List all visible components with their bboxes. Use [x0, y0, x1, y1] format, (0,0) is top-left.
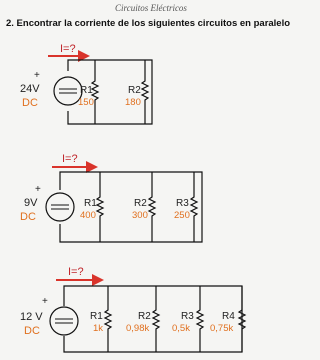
resistor-r3 [197, 286, 203, 352]
resistor-value: 300 [132, 210, 148, 221]
resistor-value: 150 [78, 97, 94, 108]
resistor-name: R1 [80, 85, 93, 96]
source-type: DC [20, 211, 36, 223]
circuit-2 [20, 153, 202, 242]
source-type: DC [22, 97, 38, 109]
resistor-value: 0,5k [172, 323, 190, 334]
resistor-r4 [239, 286, 245, 352]
source-type: DC [24, 325, 40, 337]
circuit-3 [20, 266, 245, 352]
resistor-r2 [149, 172, 155, 242]
resistor-name: R1 [90, 311, 103, 322]
polarity-plus: + [42, 296, 48, 307]
circuit-1 [20, 43, 152, 124]
dc-source-symbol [46, 193, 74, 221]
resistor-r2 [153, 286, 159, 352]
resistor-name: R1 [84, 198, 97, 209]
resistor-value: 180 [125, 97, 141, 108]
current-label: I=? [68, 266, 84, 278]
polarity-plus: + [35, 184, 41, 195]
source-voltage: 24V [20, 83, 40, 95]
question-text: 2. Encontrar la corriente de los siguientes circuitos en paralelo [6, 18, 291, 29]
polarity-plus: + [34, 70, 40, 81]
resistor-r1 [92, 60, 98, 124]
source-voltage: 9V [24, 197, 38, 209]
current-label: I=? [62, 153, 78, 165]
source-voltage: 12 V [20, 311, 43, 323]
dc-source-symbol [50, 307, 78, 335]
resistor-value: 0,75k [210, 323, 234, 334]
resistor-r1 [105, 286, 111, 352]
resistor-r1 [97, 172, 103, 242]
resistor-r2 [142, 60, 148, 124]
resistor-name: R3 [181, 311, 194, 322]
resistor-name: R4 [222, 311, 235, 322]
resistor-name: R2 [128, 85, 141, 96]
resistor-value: 250 [174, 210, 190, 221]
current-label: I=? [60, 43, 76, 55]
resistor-name: R2 [138, 311, 151, 322]
resistor-value: 1k [93, 323, 104, 334]
resistor-name: R2 [134, 198, 147, 209]
page-header: Circuitos Eléctricos [115, 3, 187, 13]
resistor-value: 400 [80, 210, 96, 221]
resistor-name: R3 [176, 198, 189, 209]
resistor-r3 [191, 172, 197, 242]
resistor-value: 0,98k [126, 323, 150, 334]
